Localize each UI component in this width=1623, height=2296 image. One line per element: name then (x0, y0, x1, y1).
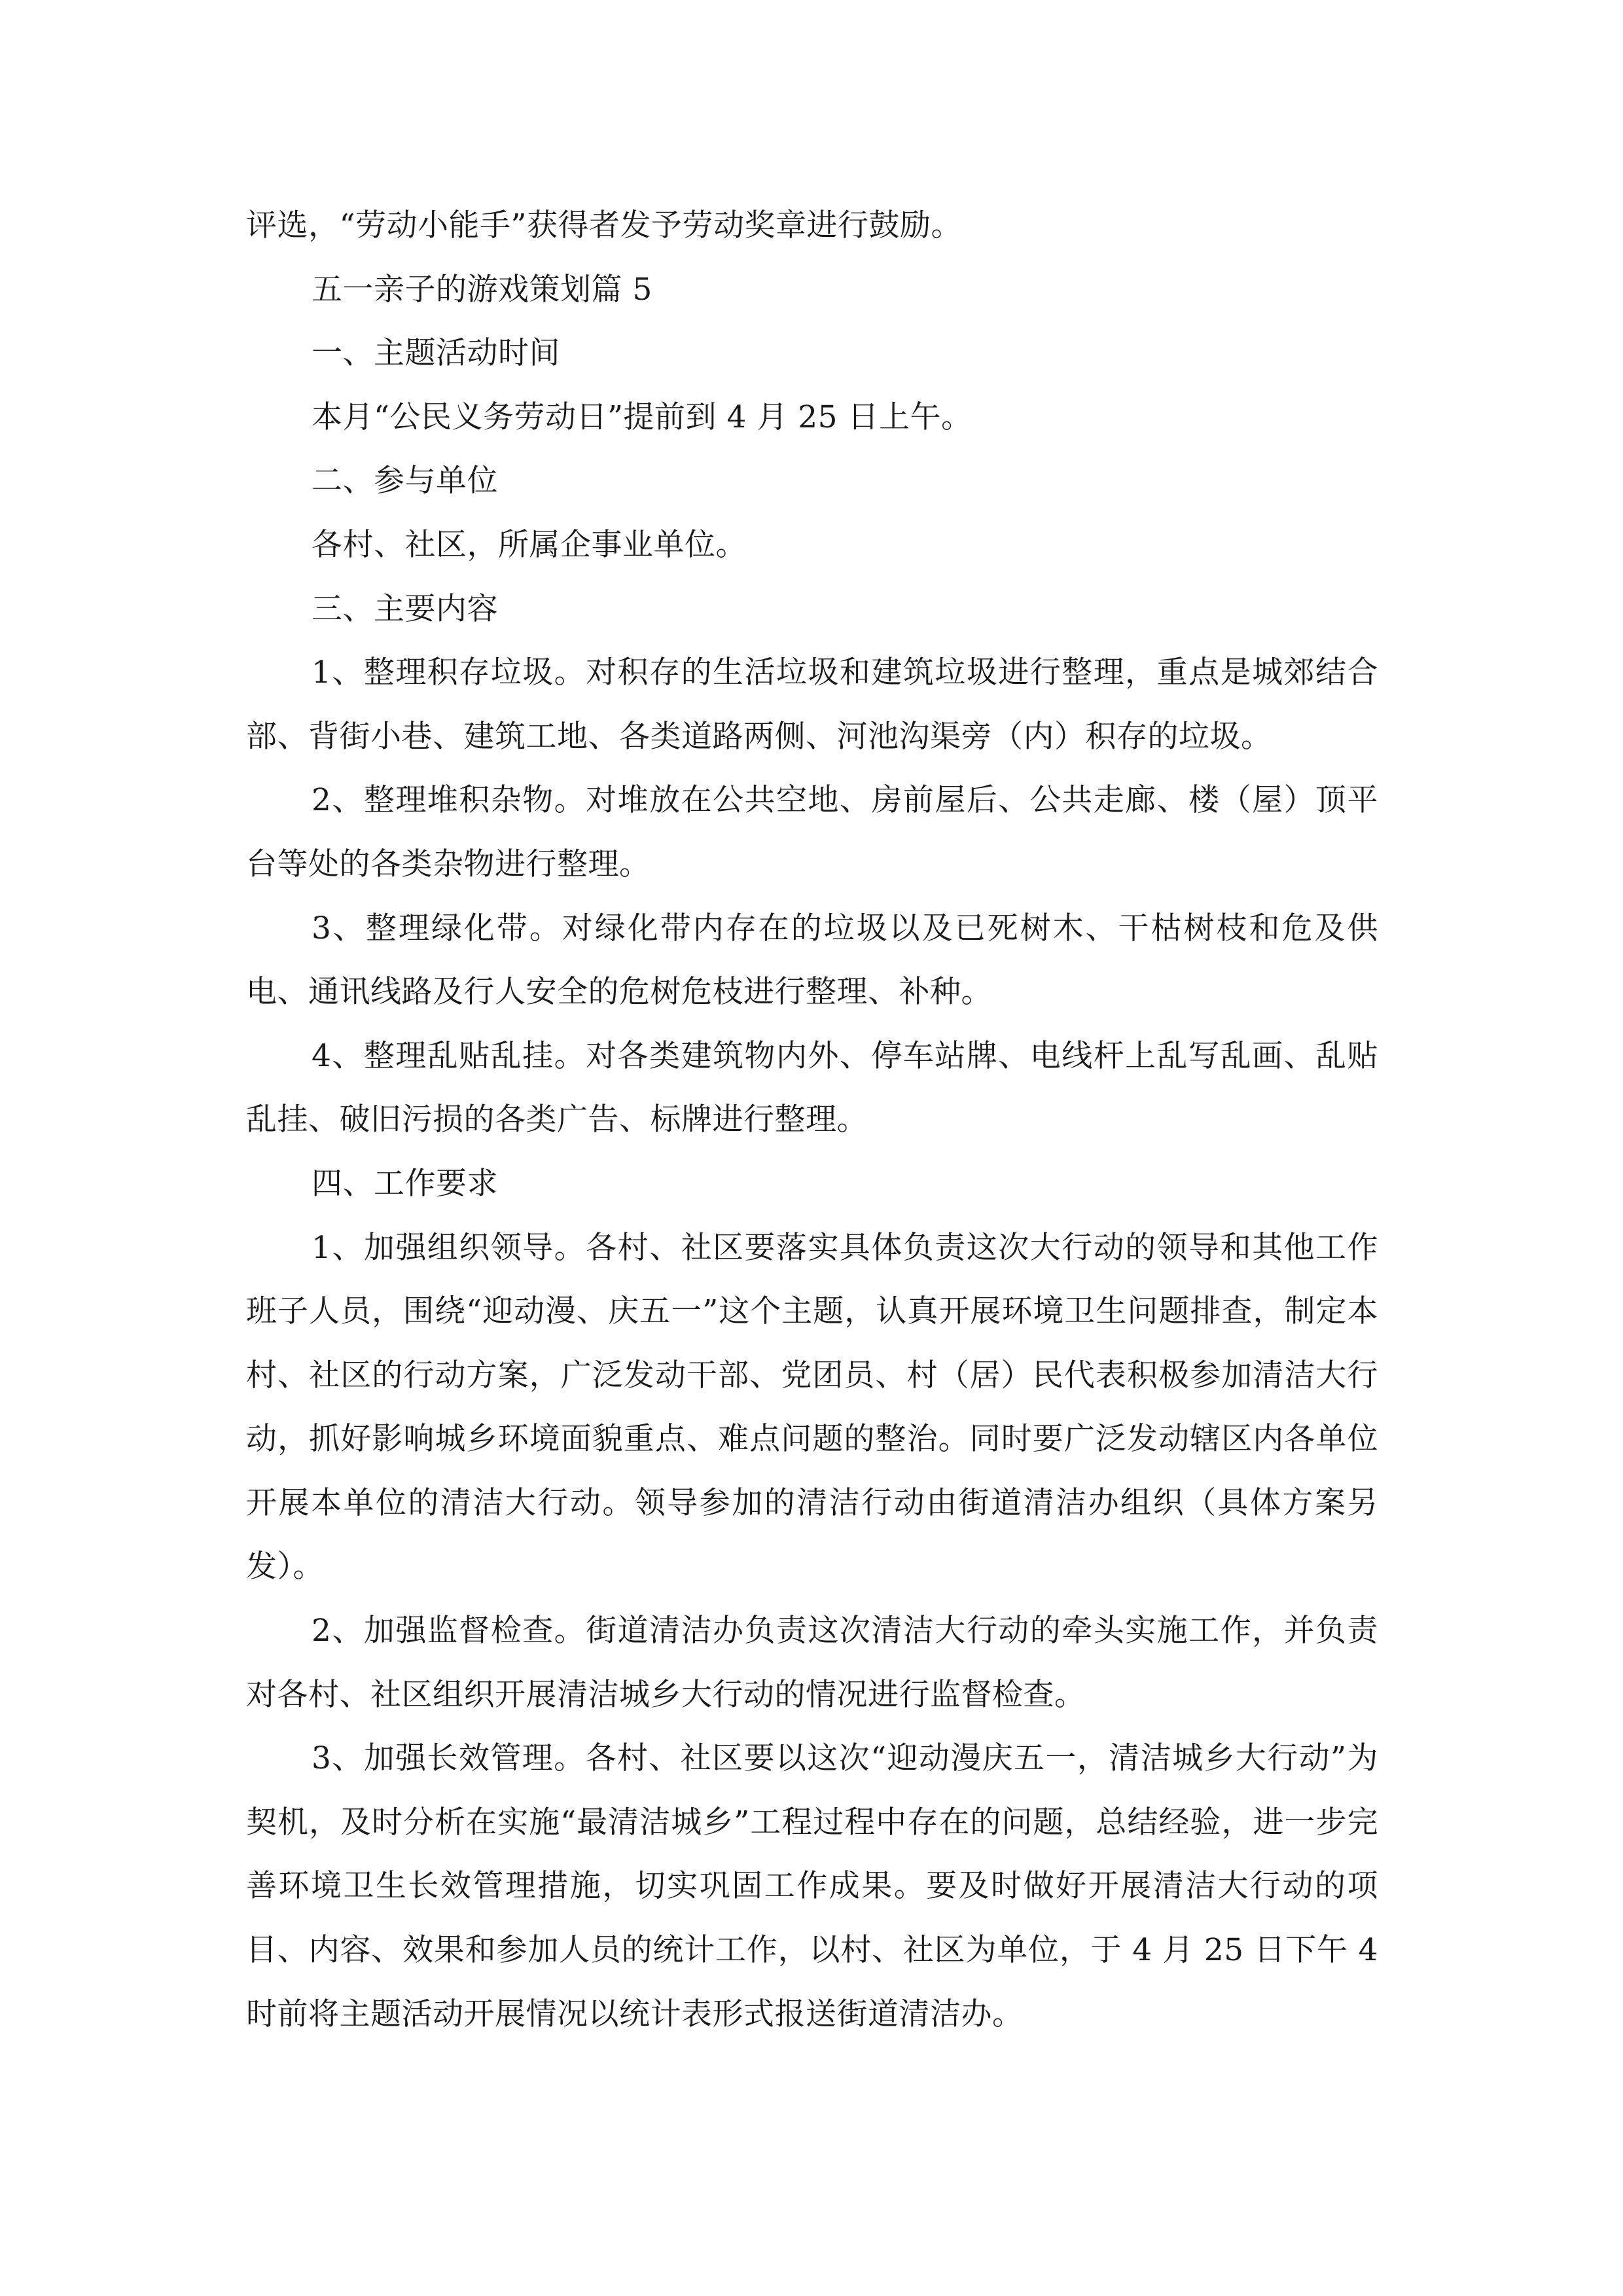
paragraph-content-item-3: 3、整理绿化带。对绿化带内存在的垃圾以及已死树木、干枯树枝和危及供电、通讯线路及行人安全的危树危枝进行整理、补种。 (246, 910, 1378, 1011)
paragraph-requirement-3: 3、加强长效管理。各村、社区要以这次“迎动漫庆五一，清洁城乡大行动”为契机，及时分析在实施“最清洁城乡”工程过程中存在的问题，总结经验，进一步完善环境卫生长效管理措施，切实巩固工作成果。要及时做好开展清洁大行动的项目、内容、效果和参加人员的统计工作，以村、社区为单位，于 4 月 25 日下午 4 时前将主题活动开展情况以统计表形式报送街道清洁办。 (246, 1740, 1378, 2032)
document-body (246, 194, 1378, 2046)
section-title: 五一亲子的游戏策划篇 5 (312, 271, 652, 308)
paragraph-activity-time: 本月“公民义务劳动日”提前到 4 月 25 日上午。 (312, 399, 972, 435)
heading-participants: 二、参与单位 (312, 463, 498, 499)
heading-activity-time: 一、主题活动时间 (312, 335, 560, 372)
paragraph-participants: 各村、社区，所属企事业单位。 (312, 526, 747, 563)
paragraph-content-item-4: 4、整理乱贴乱挂。对各类建筑物内外、停车站牌、电线杆上乱写乱画、乱贴乱挂、破旧污损的各类广告、标牌进行整理。 (246, 1037, 1378, 1138)
heading-main-content: 三、主要内容 (312, 590, 498, 627)
paragraph-requirement-2: 2、加强监督检查。街道清洁办负责这次清洁大行动的牵头实施工作，并负责对各村、社区组织开展清洁城乡大行动的情况进行监督检查。 (246, 1613, 1378, 1713)
paragraph-content-item-2: 2、整理堆积杂物。对堆放在公共空地、房前屋后、公共走廊、楼（屋）顶平台等处的各类杂物进行整理。 (246, 782, 1378, 882)
paragraph-content-item-1: 1、整理积存垃圾。对积存的生活垃圾和建筑垃圾进行整理，重点是城郊结合部、背街小巷、建筑工地、各类道路两侧、河池沟渠旁（内）积存的垃圾。 (246, 655, 1378, 755)
paragraph-requirement-1: 1、加强组织领导。各村、社区要落实具体负责这次大行动的领导和其他工作班子人员，围绕“迎动漫、庆五一”这个主题，认真开展环境卫生问题排查，制定本村、社区的行动方案，广泛发动干部、党团员、村（居）民代表积极参加清洁大行动，抓好影响城乡环境面貌重点、难点问题的整治。同时要广泛发动辖区内各单位开展本单位的清洁大行动。领导参加的清洁行动由街道清洁办组织（具体方案另发）。 (246, 1229, 1378, 1585)
heading-work-requirements: 四、工作要求 (312, 1165, 498, 1202)
paragraph-continuation: 评选，“劳动小能手”获得者发予劳动奖章进行鼓励。 (246, 207, 963, 243)
